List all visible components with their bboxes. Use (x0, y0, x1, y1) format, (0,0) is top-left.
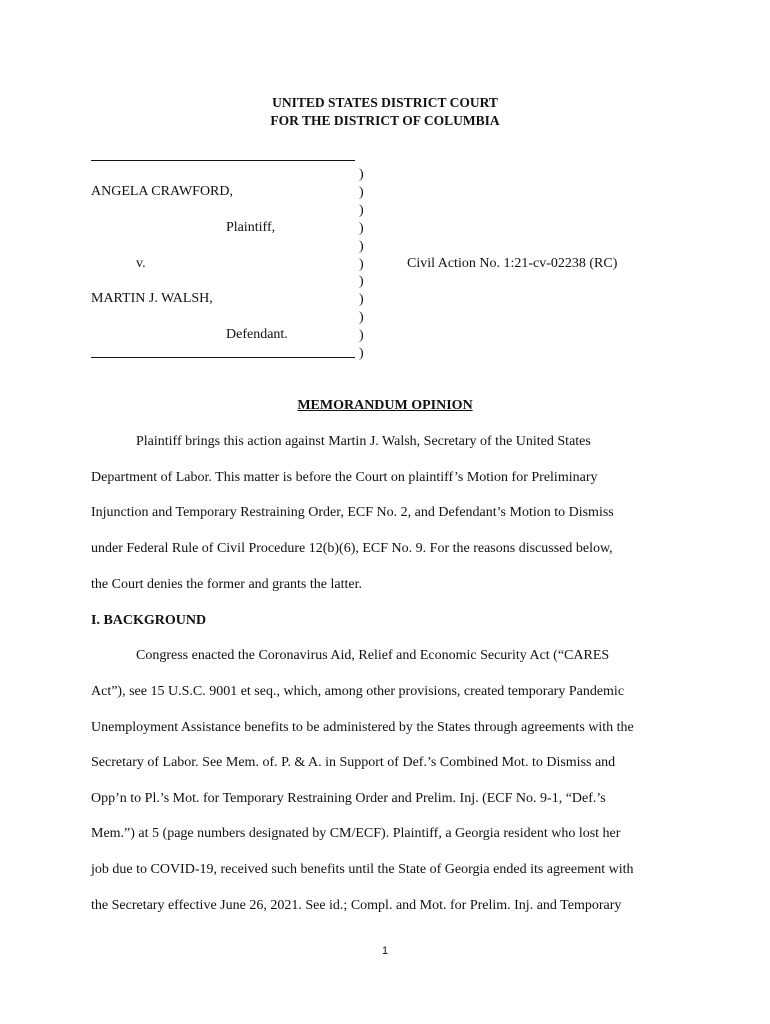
plaintiff-role: Plaintiff, (226, 220, 276, 235)
case-number: Civil Action No. 1:21-cv-02238 (RC) (407, 256, 618, 271)
section-heading-background: I. BACKGROUND (91, 613, 207, 628)
versus: v. (136, 256, 146, 271)
document-title: MEMORANDUM OPINION (297, 398, 473, 413)
intro-line: Plaintiff brings this action against Martin J. Walsh, Secretary of the United States (136, 434, 591, 449)
intro-line: Department of Labor. This matter is before the Court on plaintiff’s Motion for Preliminary (91, 470, 598, 485)
caption-top-rule (91, 160, 355, 161)
caption-parentheses: ) ) ) ) ) ) ) ) ) ) ) (359, 167, 364, 362)
background-line: Secretary of Labor. See Mem. of. P. & A. in Support of Def.’s Combined Mot. to Dismiss and (91, 755, 616, 770)
court-name-line-2: FOR THE DISTRICT OF COLUMBIA (270, 113, 500, 128)
intro-line: Injunction and Temporary Restraining Order, ECF No. 2, and Defendant’s Motion to Dismiss (91, 505, 614, 520)
defendant-role: Defendant. (226, 327, 288, 342)
background-line: job due to COVID-19, received such benefits until the State of Georgia ended its agreement with (91, 862, 634, 877)
intro-line: the Court denies the former and grants the latter. (91, 577, 362, 592)
background-line: Mem.”) at 5 (page numbers designated by CM/ECF). Plaintiff, a Georgia resident who lost her (91, 826, 621, 841)
caption-bottom-rule (91, 357, 355, 358)
background-line: Act”), see 15 U.S.C. 9001 et seq., which, among other provisions, created temporary Pandemic (91, 684, 625, 699)
court-name-line-1: UNITED STATES DISTRICT COURT (272, 95, 498, 110)
plaintiff-name: ANGELA CRAWFORD, (91, 184, 233, 199)
background-line: Congress enacted the Coronavirus Aid, Relief and Economic Security Act (“CARES (136, 648, 610, 663)
intro-line: under Federal Rule of Civil Procedure 12(b)(6), ECF No. 9. For the reasons discussed below, (91, 541, 613, 556)
background-line: the Secretary effective June 26, 2021. See id.; Compl. and Mot. for Prelim. Inj. and Temporary (91, 898, 622, 913)
background-line: Opp’n to Pl.’s Mot. for Temporary Restraining Order and Prelim. Inj. (ECF No. 9-1, “Def.’s (91, 791, 606, 806)
background-line: Unemployment Assistance benefits to be administered by the States through agreements with the (91, 720, 634, 735)
defendant-name: MARTIN J. WALSH, (91, 291, 213, 306)
page-number: 1 (381, 945, 389, 957)
